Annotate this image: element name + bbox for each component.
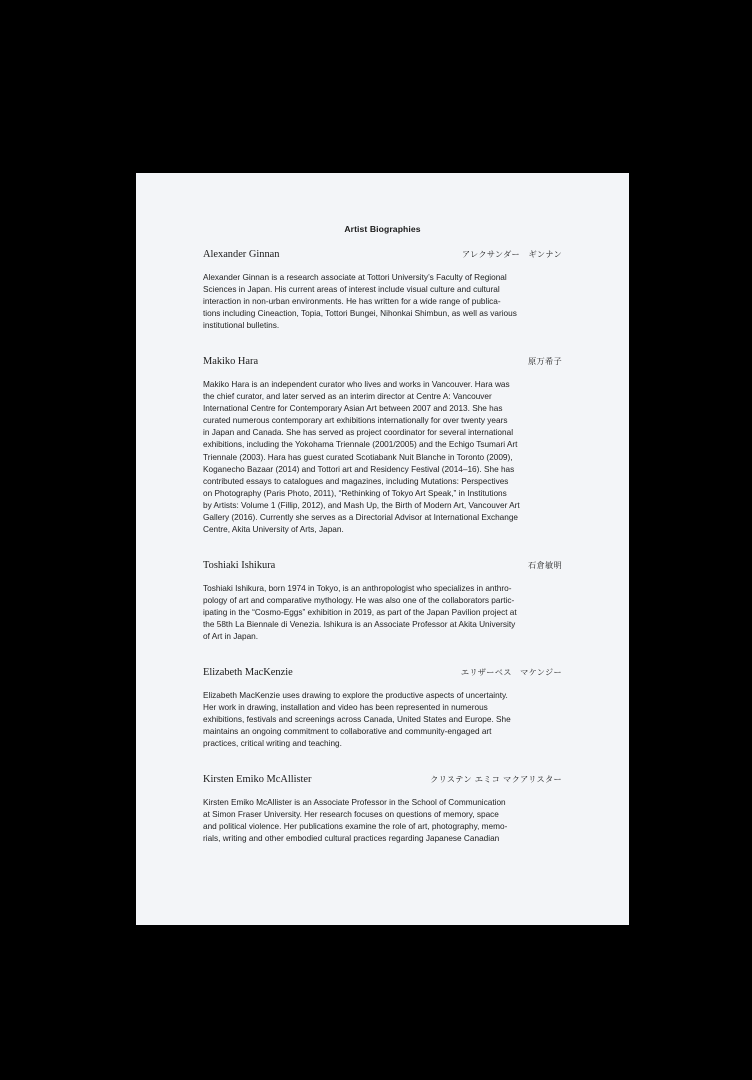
bio-text-line: institutional bulletins. xyxy=(203,321,280,331)
bio-name-japanese: 原万希子 xyxy=(528,356,562,366)
bio-text-line: rials, writing and other embodied cultural practices regarding Japanese Canadian xyxy=(203,834,500,844)
bio-header xyxy=(203,667,562,681)
bio-text-line: in Japan and Canada. She has served as project coordinator for several international xyxy=(203,428,514,438)
bio-text-line: Her work in drawing, installation and video has been represented in numerous xyxy=(203,703,488,713)
bio-text-line: Triennale (2003). Hara has guest curated Scotiabank Nuit Blanche in Toronto (2009), xyxy=(203,452,513,462)
bio-name-japanese: クリステン エミコ マクアリスター xyxy=(430,774,562,784)
bio-text-line: exhibitions, festivals and screenings across Canada, United States and Europe. She xyxy=(203,715,511,725)
bio-text-line: Makiko Hara is an independent curator who lives and works in Vancouver. Hara was xyxy=(203,380,510,389)
bio-text-line: by Artists: Volume 1 (Fillip, 2012), and Mash Up, the Birth of Modern Art, Vancouver Art xyxy=(203,500,520,510)
bio-text-line: Centre, Akita University of Arts, Japan. xyxy=(203,525,344,535)
bio-text-line: Kirsten Emiko McAllister is an Associate Professor in the School of Communication xyxy=(203,798,506,807)
bio-name-japanese: 石倉敏明 xyxy=(528,560,562,570)
bio-text-line: on Photography (Paris Photo, 2011), “Rethinking of Tokyo Art Speak,” in Institutions xyxy=(203,488,507,498)
bio-text-line: Koganecho Bazaar (2014) and Tottori art and Residency Festival (2014–16). She has xyxy=(203,464,515,474)
bio-text-line: and political violence. Her publications examine the role of art, photography, memo- xyxy=(203,822,508,832)
bio-text-line: practices, critical writing and teaching. xyxy=(203,739,342,749)
document-title: Artist Biographies xyxy=(344,224,421,234)
bio-text-line: Gallery (2016). Currently she serves as a Directorial Advisor at International Exchange xyxy=(203,513,519,523)
bio-header xyxy=(203,774,562,788)
bio-text-line: maintains an ongoing commitment to collaborative and community-engaged art xyxy=(203,727,492,737)
bio-kirsten-emiko-mcallister xyxy=(203,774,562,845)
bio-name-japanese: エリザーベス マケンジー xyxy=(460,667,562,677)
bio-alexander-ginnan xyxy=(203,249,562,332)
bio-text-line: International Centre for Contemporary Asian Art between 2007 and 2013. She has xyxy=(203,404,503,414)
bio-makiko-hara xyxy=(203,356,562,536)
bio-header xyxy=(203,356,562,370)
bio-text xyxy=(203,272,562,332)
bio-toshiaki-ishikura xyxy=(203,560,562,643)
document-page xyxy=(136,173,629,925)
bio-text-line: exhibitions, including the Yokohama Triennale (2001/2005) and the Echigo Tsumari Art xyxy=(203,440,518,450)
bio-text-line: at Simon Fraser University. Her research focuses on questions of memory, space xyxy=(203,810,499,820)
bio-name-english: Makiko Hara xyxy=(203,356,259,367)
bio-header xyxy=(203,249,562,263)
bio-text-line: the chief curator, and later served as an interim director at Centre A: Vancouver xyxy=(203,392,492,402)
bio-text xyxy=(203,690,562,750)
bio-text-line: Elizabeth MacKenzie uses drawing to explore the productive aspects of uncertainty. xyxy=(203,691,508,700)
bio-text-line: the 58th La Biennale di Venezia. Ishikura is an Associate Professor at Akita University xyxy=(203,620,516,630)
bio-text-line: tions including Cineaction, Topia, Tottori Bungei, Nihonkai Shimbun, as well as various xyxy=(203,309,517,319)
bio-name-english: Toshiaki Ishikura xyxy=(203,560,276,571)
bio-text-line: curated numerous contemporary art exhibitions internationally for over twenty years xyxy=(203,416,508,426)
bio-elizabeth-mackenzie xyxy=(203,667,562,750)
bio-text xyxy=(203,583,562,643)
bio-text-line: Alexander Ginnan is a research associate at Tottori University’s Faculty of Regional xyxy=(203,273,507,282)
bio-text-line: contributed essays to catalogues and magazines, including Mutations: Perspectives xyxy=(203,476,509,486)
bio-text-line: interaction in non-urban environments. He has written for a wide range of publica- xyxy=(203,297,501,307)
bio-text-line: Toshiaki Ishikura, born 1974 in Tokyo, is an anthropologist who specializes in anthro- xyxy=(203,584,512,593)
bio-name-english: Elizabeth MacKenzie xyxy=(203,667,293,678)
bio-text-line: pology of art and comparative mythology. He was also one of the collaborators partic- xyxy=(203,596,515,606)
bio-text-line: ipating in the “Cosmo-Eggs” exhibition in 2019, as part of the Japan Pavilion project at xyxy=(203,608,517,618)
bio-text-line: Sciences in Japan. His current areas of interest include visual culture and cultural xyxy=(203,285,500,295)
bio-text-line: of Art in Japan. xyxy=(203,632,259,642)
bio-name-english: Alexander Ginnan xyxy=(203,249,280,260)
bio-text xyxy=(203,379,562,536)
bio-text xyxy=(203,797,562,845)
bio-header xyxy=(203,560,562,574)
bio-name-japanese: アレクサンダー ギンナン xyxy=(461,249,562,259)
bio-name-english: Kirsten Emiko McAllister xyxy=(203,774,312,785)
